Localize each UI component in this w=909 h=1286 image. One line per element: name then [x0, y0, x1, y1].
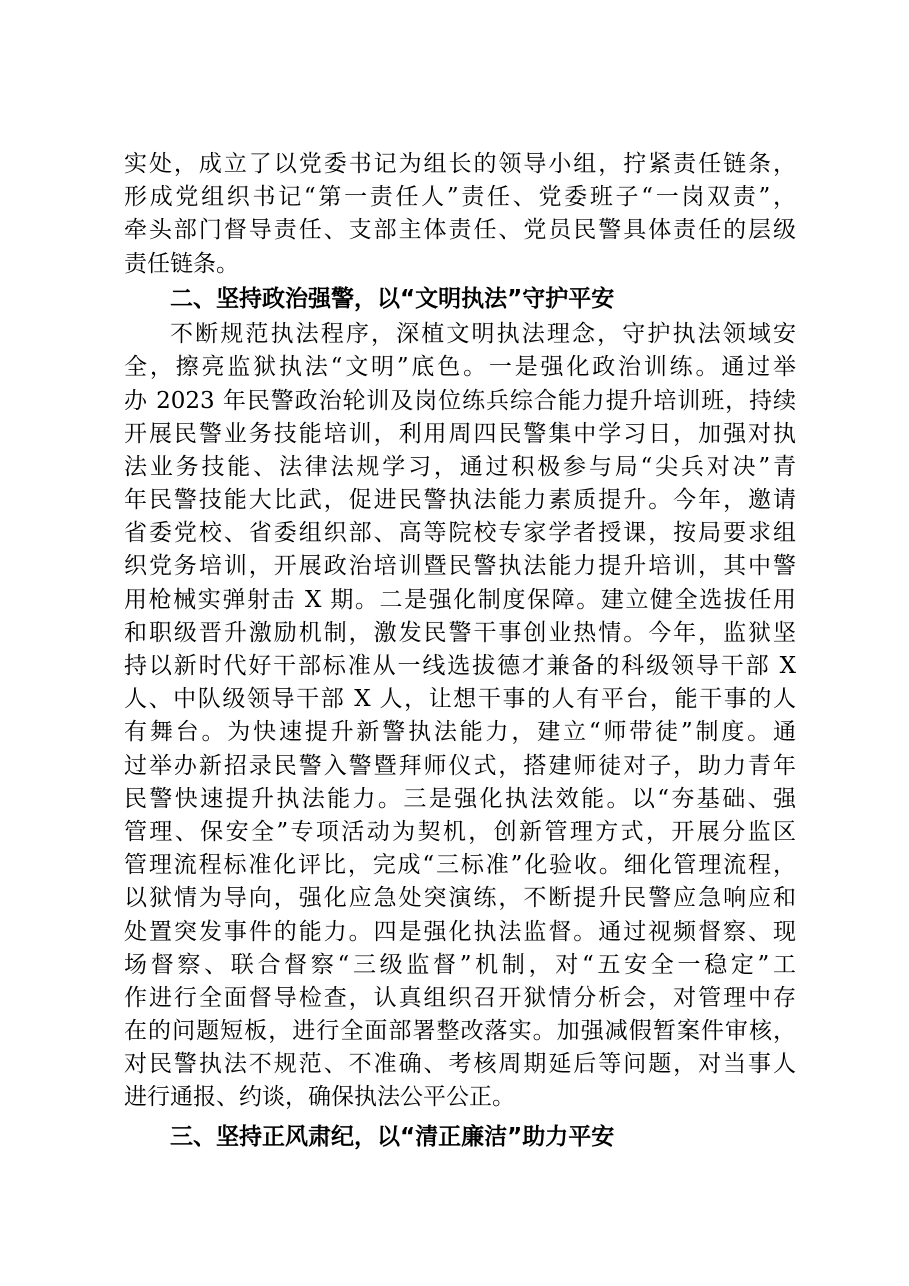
text-line: 牵头部门督导责任、支部主体责任、党员民警具体责任的层级 [124, 217, 796, 244]
text-line: 对民警执法不规范、不准确、考核周期延后等问题，对当事人 [124, 1051, 796, 1078]
text-line: 管理、保安全”专项活动为契机，创新管理方式，开展分监区 [124, 818, 796, 845]
text-line: 场督察、联合督察“三级监督”机制，对“五安全一稳定”工 [124, 951, 796, 978]
paragraph-continued [124, 148, 796, 281]
text-line: 办 2023 年民警政治轮训及岗位练兵综合能力提升培训班，持续 [124, 387, 796, 414]
text-line: 开展民警业务技能培训，利用周四民警集中学习日，加强对执 [124, 420, 796, 447]
section-heading-3: 三、坚持正风肃纪，以“清正廉洁”助力平安 [170, 1123, 615, 1150]
text-line: 处置突发事件的能力。四是强化执法监督。通过视频督察、现 [124, 918, 796, 945]
paragraph-2 [124, 318, 796, 1115]
text-line: 实处，成立了以党委书记为组长的领导小组，拧紧责任链条， [124, 151, 796, 177]
text-line: 用枪械实弹射击 X 期。二是强化制度保障。建立健全选拔任用 [124, 586, 796, 613]
text-line: 法业务技能、法律法规学习，通过积极参与局“尖兵对决”青 [124, 453, 796, 480]
section-heading-2: 二、坚持政治强警，以“文明执法”守护平安 [170, 285, 615, 312]
text-line: 民警快速提升执法能力。三是强化执法效能。以“夯基础、强 [124, 785, 796, 812]
text-line: 过举办新招录民警入警暨拜师仪式，搭建师徒对子，助力青年 [124, 752, 796, 779]
text-line: 持以新时代好干部标准从一线选拔德才兼备的科级领导干部 X [124, 653, 796, 680]
text-line: 作进行全面督导检查，认真组织召开狱情分析会，对管理中存 [124, 984, 796, 1011]
text-line: 在的问题短板，进行全面部署整改落实。加强减假暂案件审核， [124, 1018, 796, 1045]
text-line: 形成党组织书记“第一责任人”责任、党委班子“一岗双责”， [124, 184, 796, 211]
text-line: 不断规范执法程序，深植文明执法理念，守护执法领域安 [170, 321, 796, 348]
text-line: 年民警技能大比武，促进民警执法能力素质提升。今年，邀请 [124, 487, 796, 514]
text-line: 有舞台。为快速提升新警执法能力，建立“师带徒”制度。通 [124, 719, 796, 746]
text-line: 织党务培训，开展政治培训暨民警执法能力提升培训，其中警 [124, 553, 796, 580]
text-line: 和职级晋升激励机制，激发民警干事创业热情。今年，监狱坚 [124, 619, 796, 646]
text-line: 责任链条。 [124, 250, 239, 277]
text-line: 进行通报、约谈，确保执法公平公正。 [124, 1084, 515, 1111]
text-line: 以狱情为导向，强化应急处突演练，不断提升民警应急响应和 [124, 885, 796, 912]
text-line: 省委党校、省委组织部、高等院校专家学者授课，按局要求组 [124, 520, 796, 547]
document-body [124, 148, 796, 1156]
text-line: 管理流程标准化评比，完成“三标准”化验收。细化管理流程， [124, 852, 796, 879]
text-line: 人、中队级领导干部 X 人，让想干事的人有平台，能干事的人 [124, 686, 796, 713]
text-line: 全，擦亮监狱执法“文明”底色。一是强化政治训练。通过举 [124, 354, 796, 381]
